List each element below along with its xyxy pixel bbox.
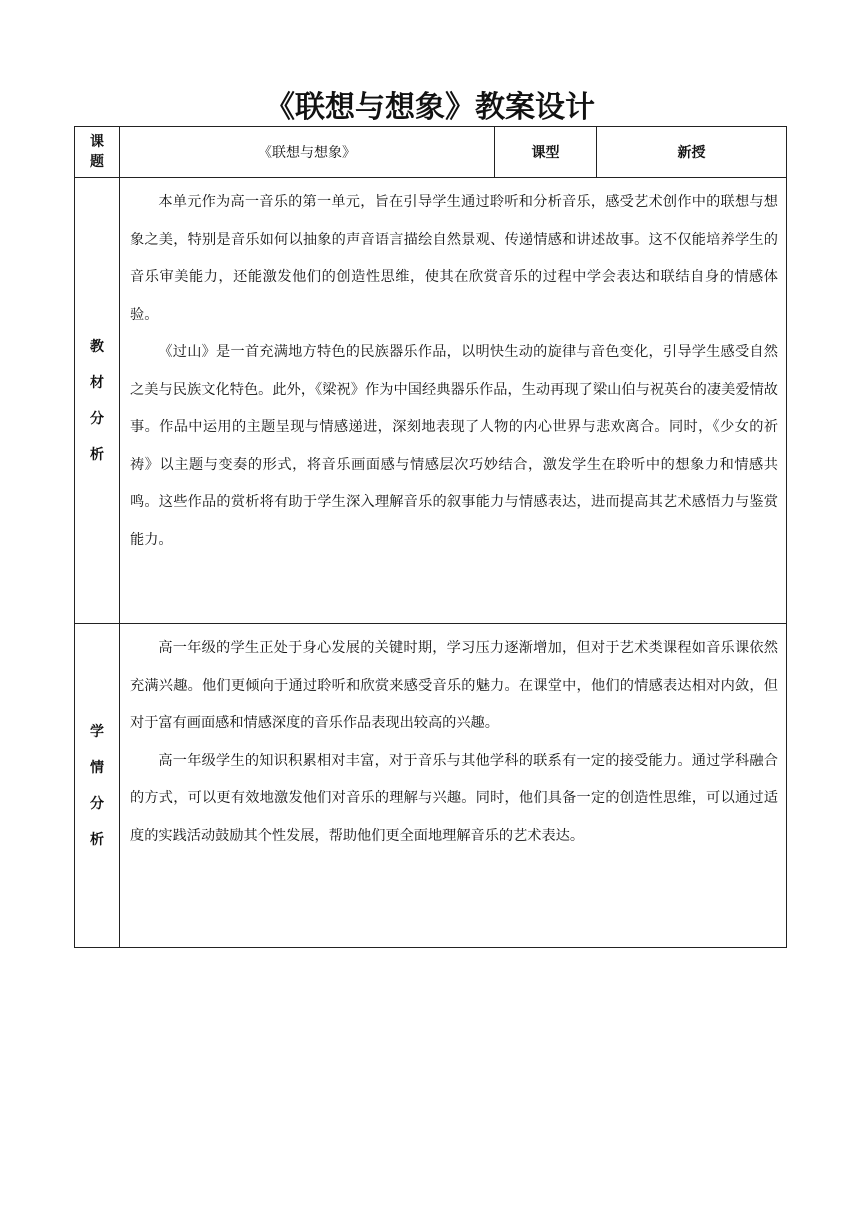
section-label-char: 分 (90, 410, 104, 427)
course-label-char: 题 (90, 154, 104, 170)
section-row-students (75, 624, 787, 948)
section-label-students (75, 624, 120, 948)
section-label-char: 分 (90, 795, 104, 812)
section-label-textbook (75, 178, 120, 624)
header-row (75, 127, 787, 178)
paragraph: 高一年级的学生正处于身心发展的关键时期，学习压力逐渐增加，但对于艺术类课程如音乐课依然充满兴趣。他们更倾向于通过聆听和欣赏来感受音乐的魅力。在课堂中，他们的情感表达相对内敛，但对于富有画面感和情感深度的音乐作品表现出较高的兴趣。 (130, 640, 778, 731)
section-row-textbook (75, 178, 787, 624)
type-value: 新授 (597, 127, 787, 178)
section-label-char: 学 (90, 723, 104, 740)
section-label-char: 析 (90, 446, 104, 463)
section-label-char: 材 (90, 374, 104, 391)
course-value: 《联想与想象》 (120, 127, 495, 178)
section-label-char: 教 (90, 338, 104, 355)
document-title: 《联想与想象》教案设计 (265, 90, 595, 125)
course-label-char: 课 (90, 134, 104, 150)
paragraph: 《过山》是一首充满地方特色的民族器乐作品，以明快生动的旋律与音色变化，引导学生感受自然之美与民族文化特色。此外，《梁祝》作为中国经典器乐作品，生动再现了梁山伯与祝英台的凄美爱情故事。作品中运用的主题呈现与情感递进，深刻地表现了人物的内心世界与悲欢离合。同时，《少女的祈祷》以主题与变奏的形式，将音乐画面感与情感层次巧妙结合，激发学生在聆听中的想象力和情感共鸣。这些作品的赏析将有助于学生深入理解音乐的叙事能力与情感表达，进而提高其艺术感悟力与鉴赏能力。 (130, 344, 778, 548)
course-label-cell (75, 127, 120, 178)
section-label-char: 析 (90, 831, 104, 848)
section-content-textbook (120, 178, 787, 624)
section-label-char: 情 (90, 759, 104, 776)
paragraph: 本单元作为高一音乐的第一单元，旨在引导学生通过聆听和分析音乐，感受艺术创作中的联想与想象之美，特别是音乐如何以抽象的声音语言描绘自然景观、传递情感和讲述故事。这不仅能培养学生的音乐审美能力，还能激发他们的创造性思维，使其在欣赏音乐的过程中学会表达和联结自身的情感体验。 (130, 194, 778, 323)
lesson-plan-table (74, 126, 787, 948)
section-content-students (120, 624, 787, 948)
type-label: 课型 (495, 127, 597, 178)
paragraph: 高一年级学生的知识积累相对丰富，对于音乐与其他学科的联系有一定的接受能力。通过学科融合的方式，可以更有效地激发他们对音乐的理解与兴趣。同时，他们具备一定的创造性思维，可以通过适度的实践活动鼓励其个性发展，帮助他们更全面地理解音乐的艺术表达。 (130, 752, 778, 844)
